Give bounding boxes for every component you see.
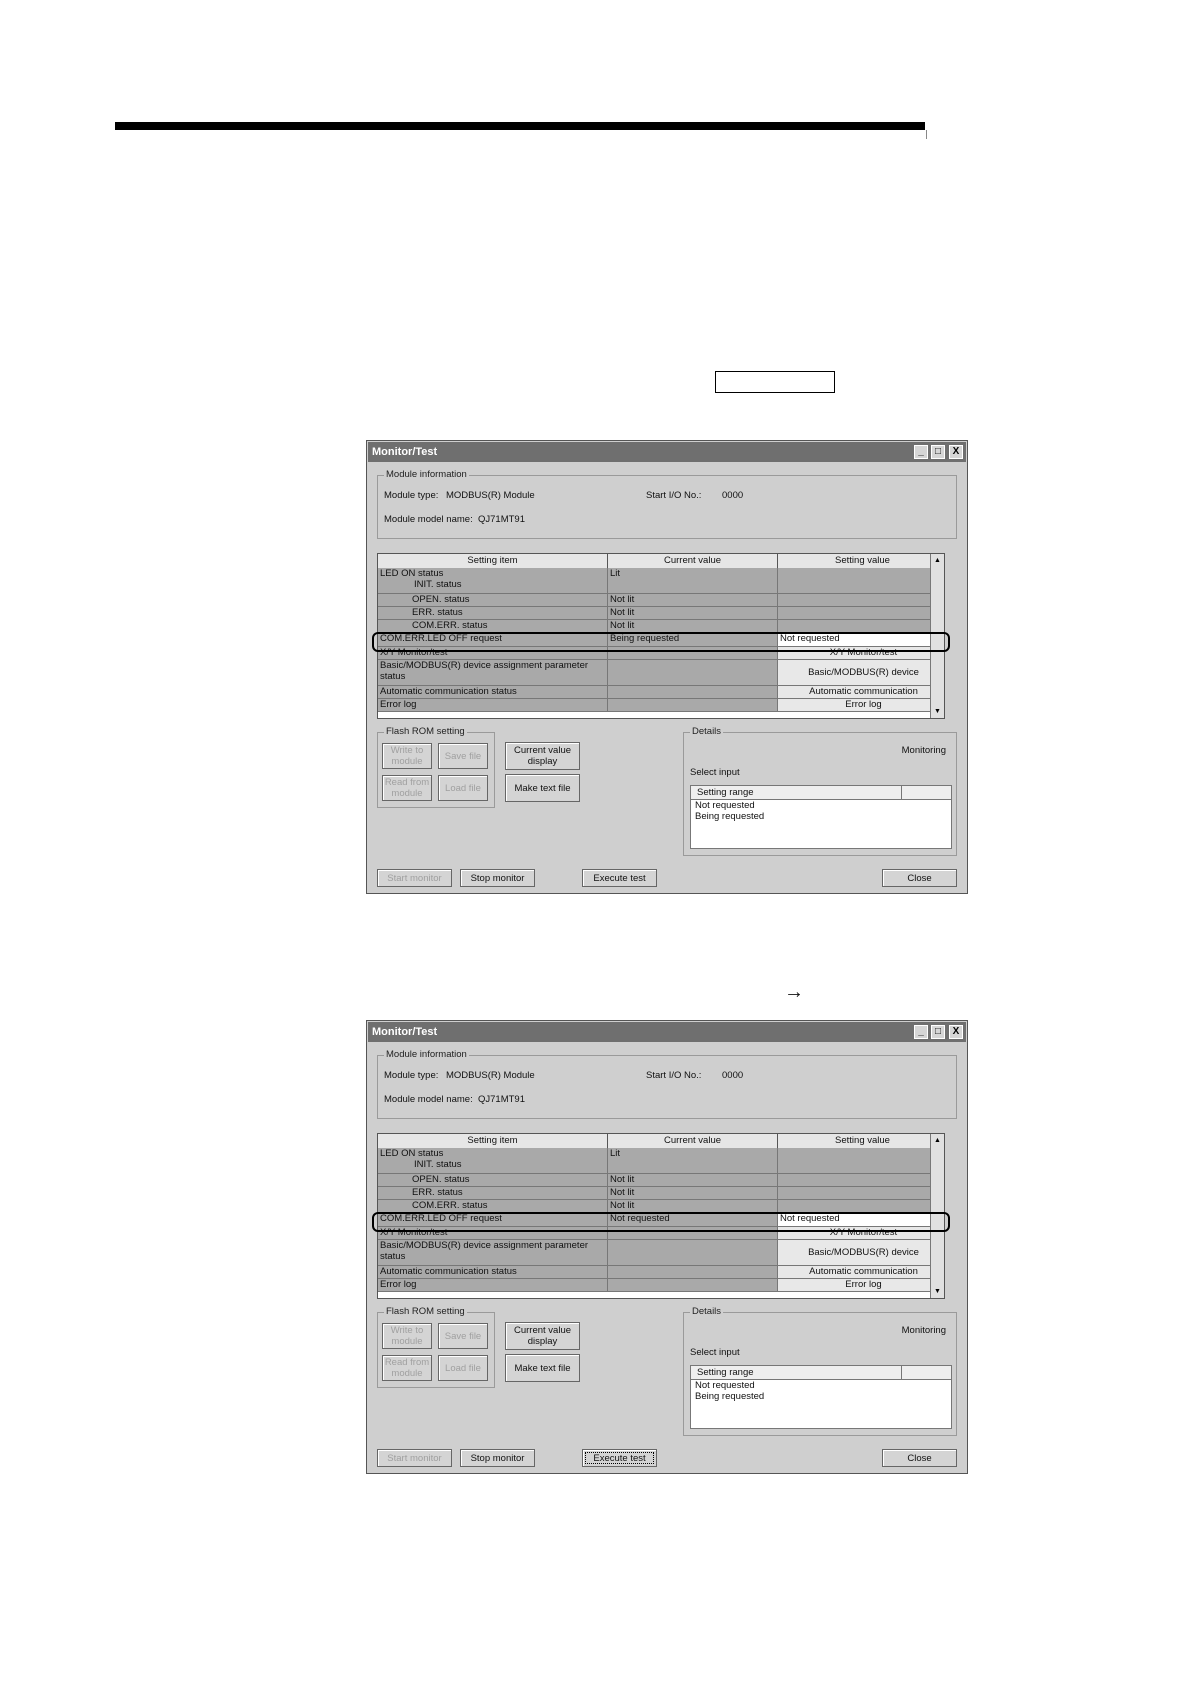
row-item: ERR. status xyxy=(378,607,608,619)
table-row[interactable] xyxy=(378,660,944,686)
window-title: Monitor/Test xyxy=(372,1026,438,1038)
write-to-module-button[interactable]: Write to module xyxy=(382,1323,432,1349)
select-input-label: Select input xyxy=(690,1347,740,1358)
table-row[interactable] xyxy=(378,699,944,712)
scroll-up-icon[interactable]: ▲ xyxy=(934,1137,941,1144)
start-io-value: 0000 xyxy=(722,1070,744,1081)
start-io-label: Start I/O No.: xyxy=(646,490,702,501)
table-row-comerr-led-off[interactable] xyxy=(378,633,944,647)
start-io-label: Start I/O No.: xyxy=(646,1070,702,1081)
row-item-sub: INIT. status xyxy=(414,1159,462,1170)
read-from-module-button[interactable]: Read from module xyxy=(382,1355,432,1381)
setting-value-dropdown[interactable] xyxy=(778,633,945,646)
execute-test-button[interactable]: Execute test xyxy=(582,1449,657,1467)
row-current: Lit xyxy=(608,1148,778,1173)
current-value-display-button[interactable]: Current value display xyxy=(505,1322,580,1350)
maximize-icon[interactable]: □ xyxy=(931,445,945,459)
row-item-sub: INIT. status xyxy=(414,579,462,590)
error-log-button[interactable]: Error log xyxy=(778,1279,945,1291)
close-button[interactable]: Close xyxy=(882,869,957,887)
row-item: LED ON status xyxy=(380,1148,444,1159)
row-setting xyxy=(778,1174,945,1186)
table-row[interactable] xyxy=(378,1200,944,1213)
module-type-value: MODBUS(R) Module xyxy=(446,1070,535,1081)
settings-grid xyxy=(377,553,945,719)
title-bar xyxy=(368,442,966,462)
table-row[interactable] xyxy=(378,1266,944,1279)
scroll-down-icon[interactable]: ▼ xyxy=(934,708,941,715)
row-setting xyxy=(778,607,945,619)
grid-header xyxy=(378,554,944,569)
grid-scrollbar[interactable] xyxy=(930,554,944,718)
grid-header xyxy=(378,1134,944,1149)
table-row[interactable] xyxy=(378,1279,944,1292)
grid-scrollbar[interactable] xyxy=(930,1134,944,1298)
row-item: LED ON status xyxy=(380,568,444,579)
current-value-display-button[interactable]: Current value display xyxy=(505,742,580,770)
header-current-value: Current value xyxy=(608,554,778,568)
table-row[interactable] xyxy=(378,1148,944,1174)
module-information-group xyxy=(377,1049,957,1119)
flash-rom-legend: Flash ROM setting xyxy=(386,1306,465,1317)
dropdown-value: Not requested xyxy=(780,633,840,644)
row-item: Automatic communication status xyxy=(378,686,608,698)
minimize-icon[interactable]: _ xyxy=(914,445,928,459)
table-row[interactable] xyxy=(378,647,944,660)
close-icon[interactable]: X xyxy=(949,445,963,459)
setting-range-header: Setting range xyxy=(697,1367,754,1378)
module-information-legend: Module information xyxy=(386,1049,467,1060)
stop-monitor-button[interactable]: Stop monitor xyxy=(460,869,535,887)
row-item: X/Y Monitor/test xyxy=(378,1227,608,1239)
module-model-value: QJ71MT91 xyxy=(478,1094,525,1105)
details-legend: Details xyxy=(692,726,722,737)
setting-range-header: Setting range xyxy=(697,787,754,798)
header-setting-value: Setting value xyxy=(778,554,945,568)
make-text-file-button[interactable]: Make text file xyxy=(505,1354,580,1382)
row-current: Lit xyxy=(608,568,778,593)
row-setting xyxy=(778,568,945,593)
details-group xyxy=(683,1306,957,1436)
row-setting xyxy=(778,1187,945,1199)
table-row[interactable] xyxy=(378,1187,944,1200)
header-setting-value: Setting value xyxy=(778,1134,945,1148)
row-item: OPEN. status xyxy=(378,594,608,606)
row-setting xyxy=(778,1200,945,1212)
load-file-button[interactable]: Load file xyxy=(438,775,488,801)
right-arrow-icon: → xyxy=(784,981,804,1003)
row-current: Not lit xyxy=(608,1200,778,1212)
row-item: COM.ERR.LED OFF request xyxy=(378,1213,608,1226)
basic-modbus-device-button[interactable]: Basic/MODBUS(R) device xyxy=(778,660,945,685)
list-item[interactable]: Not requested xyxy=(695,800,755,811)
flash-rom-setting-group xyxy=(377,1306,495,1388)
flash-rom-setting-group xyxy=(377,726,495,808)
list-item[interactable]: Being requested xyxy=(695,811,765,822)
row-current: Not lit xyxy=(608,607,778,619)
minimize-icon[interactable]: _ xyxy=(914,1025,928,1039)
close-button[interactable]: Close xyxy=(882,1449,957,1467)
row-item: Error log xyxy=(378,699,608,711)
module-type-value: MODBUS(R) Module xyxy=(446,490,535,501)
scroll-down-icon[interactable]: ▼ xyxy=(934,1288,941,1295)
list-item[interactable]: Not requested xyxy=(695,1380,755,1391)
automatic-communication-button[interactable]: Automatic communication xyxy=(778,686,945,698)
boxed-key-label xyxy=(715,371,835,393)
read-from-module-button[interactable]: Read from module xyxy=(382,775,432,801)
row-setting xyxy=(778,594,945,606)
list-item[interactable]: Being requested xyxy=(695,1391,765,1402)
execute-test-button[interactable]: Execute test xyxy=(582,869,657,887)
module-type-label: Module type: xyxy=(384,490,439,501)
row-item: COM.ERR.LED OFF request xyxy=(378,633,608,646)
row-current: Not lit xyxy=(608,1174,778,1186)
row-current: Not lit xyxy=(608,620,778,632)
basic-modbus-device-button[interactable]: Basic/MODBUS(R) device xyxy=(778,1240,945,1265)
row-item: X/Y Monitor/test xyxy=(378,647,608,659)
table-row[interactable] xyxy=(378,1174,944,1187)
top-rule-tick xyxy=(926,130,927,139)
make-text-file-button[interactable]: Make text file xyxy=(505,774,580,802)
setting-range-list xyxy=(690,785,952,849)
error-log-button[interactable]: Error log xyxy=(778,699,945,711)
select-input-label: Select input xyxy=(690,767,740,778)
header-setting-item: Setting item xyxy=(378,554,608,568)
module-information-group xyxy=(377,469,957,539)
save-file-button[interactable]: Save file xyxy=(438,743,488,769)
row-item: Error log xyxy=(378,1279,608,1291)
xy-monitor-test-button[interactable]: X/Y Monitor/test xyxy=(778,647,945,659)
automatic-communication-button[interactable]: Automatic communication xyxy=(778,1266,945,1278)
write-to-module-button[interactable]: Write to module xyxy=(382,743,432,769)
row-current: Not lit xyxy=(608,1187,778,1199)
settings-grid xyxy=(377,1133,945,1299)
xy-monitor-test-button[interactable]: X/Y Monitor/test xyxy=(778,1227,945,1239)
monitoring-status: Monitoring xyxy=(901,1325,946,1336)
table-row[interactable] xyxy=(378,607,944,620)
table-row[interactable] xyxy=(378,686,944,699)
table-row[interactable] xyxy=(378,568,944,594)
window-title: Monitor/Test xyxy=(372,446,438,458)
module-information-legend: Module information xyxy=(386,469,467,480)
table-row-comerr-led-off[interactable] xyxy=(378,1213,944,1227)
table-row[interactable] xyxy=(378,594,944,607)
row-current: Not lit xyxy=(608,594,778,606)
row-item: COM.ERR. status xyxy=(378,1200,608,1212)
row-item: Automatic communication status xyxy=(378,1266,608,1278)
start-io-value: 0000 xyxy=(722,490,744,501)
monitor-test-window-2 xyxy=(366,1020,968,1474)
row-current: Not requested xyxy=(608,1213,778,1226)
row-current: Being requested xyxy=(608,633,778,646)
row-setting xyxy=(778,1148,945,1173)
row-item: Basic/MODBUS(R) device assignment parameter status xyxy=(378,660,608,685)
row-item: COM.ERR. status xyxy=(378,620,608,632)
module-type-label: Module type: xyxy=(384,1070,439,1081)
module-model-value: QJ71MT91 xyxy=(478,514,525,525)
scroll-up-icon[interactable]: ▲ xyxy=(934,557,941,564)
dropdown-value: Not requested xyxy=(780,1213,840,1224)
load-file-button[interactable]: Load file xyxy=(438,1355,488,1381)
table-row[interactable] xyxy=(378,1240,944,1266)
row-item: OPEN. status xyxy=(378,1174,608,1186)
save-file-button[interactable]: Save file xyxy=(438,1323,488,1349)
stop-monitor-button[interactable]: Stop monitor xyxy=(460,1449,535,1467)
row-setting xyxy=(778,620,945,632)
flash-rom-legend: Flash ROM setting xyxy=(386,726,465,737)
monitoring-status: Monitoring xyxy=(901,745,946,756)
details-legend: Details xyxy=(692,1306,722,1317)
setting-range-list xyxy=(690,1365,952,1429)
header-current-value: Current value xyxy=(608,1134,778,1148)
monitor-test-window-1 xyxy=(366,440,968,894)
table-row[interactable] xyxy=(378,620,944,633)
header-setting-item: Setting item xyxy=(378,1134,608,1148)
module-model-label: Module model name: xyxy=(384,1094,473,1105)
start-monitor-button[interactable]: Start monitor xyxy=(377,1449,452,1467)
table-row[interactable] xyxy=(378,1227,944,1240)
setting-value-dropdown[interactable] xyxy=(778,1213,945,1226)
row-item: ERR. status xyxy=(378,1187,608,1199)
row-item: Basic/MODBUS(R) device assignment parameter status xyxy=(378,1240,608,1265)
title-bar xyxy=(368,1022,966,1042)
start-monitor-button[interactable]: Start monitor xyxy=(377,869,452,887)
top-rule xyxy=(115,122,925,130)
close-icon[interactable]: X xyxy=(949,1025,963,1039)
module-model-label: Module model name: xyxy=(384,514,473,525)
maximize-icon[interactable]: □ xyxy=(931,1025,945,1039)
details-group xyxy=(683,726,957,856)
